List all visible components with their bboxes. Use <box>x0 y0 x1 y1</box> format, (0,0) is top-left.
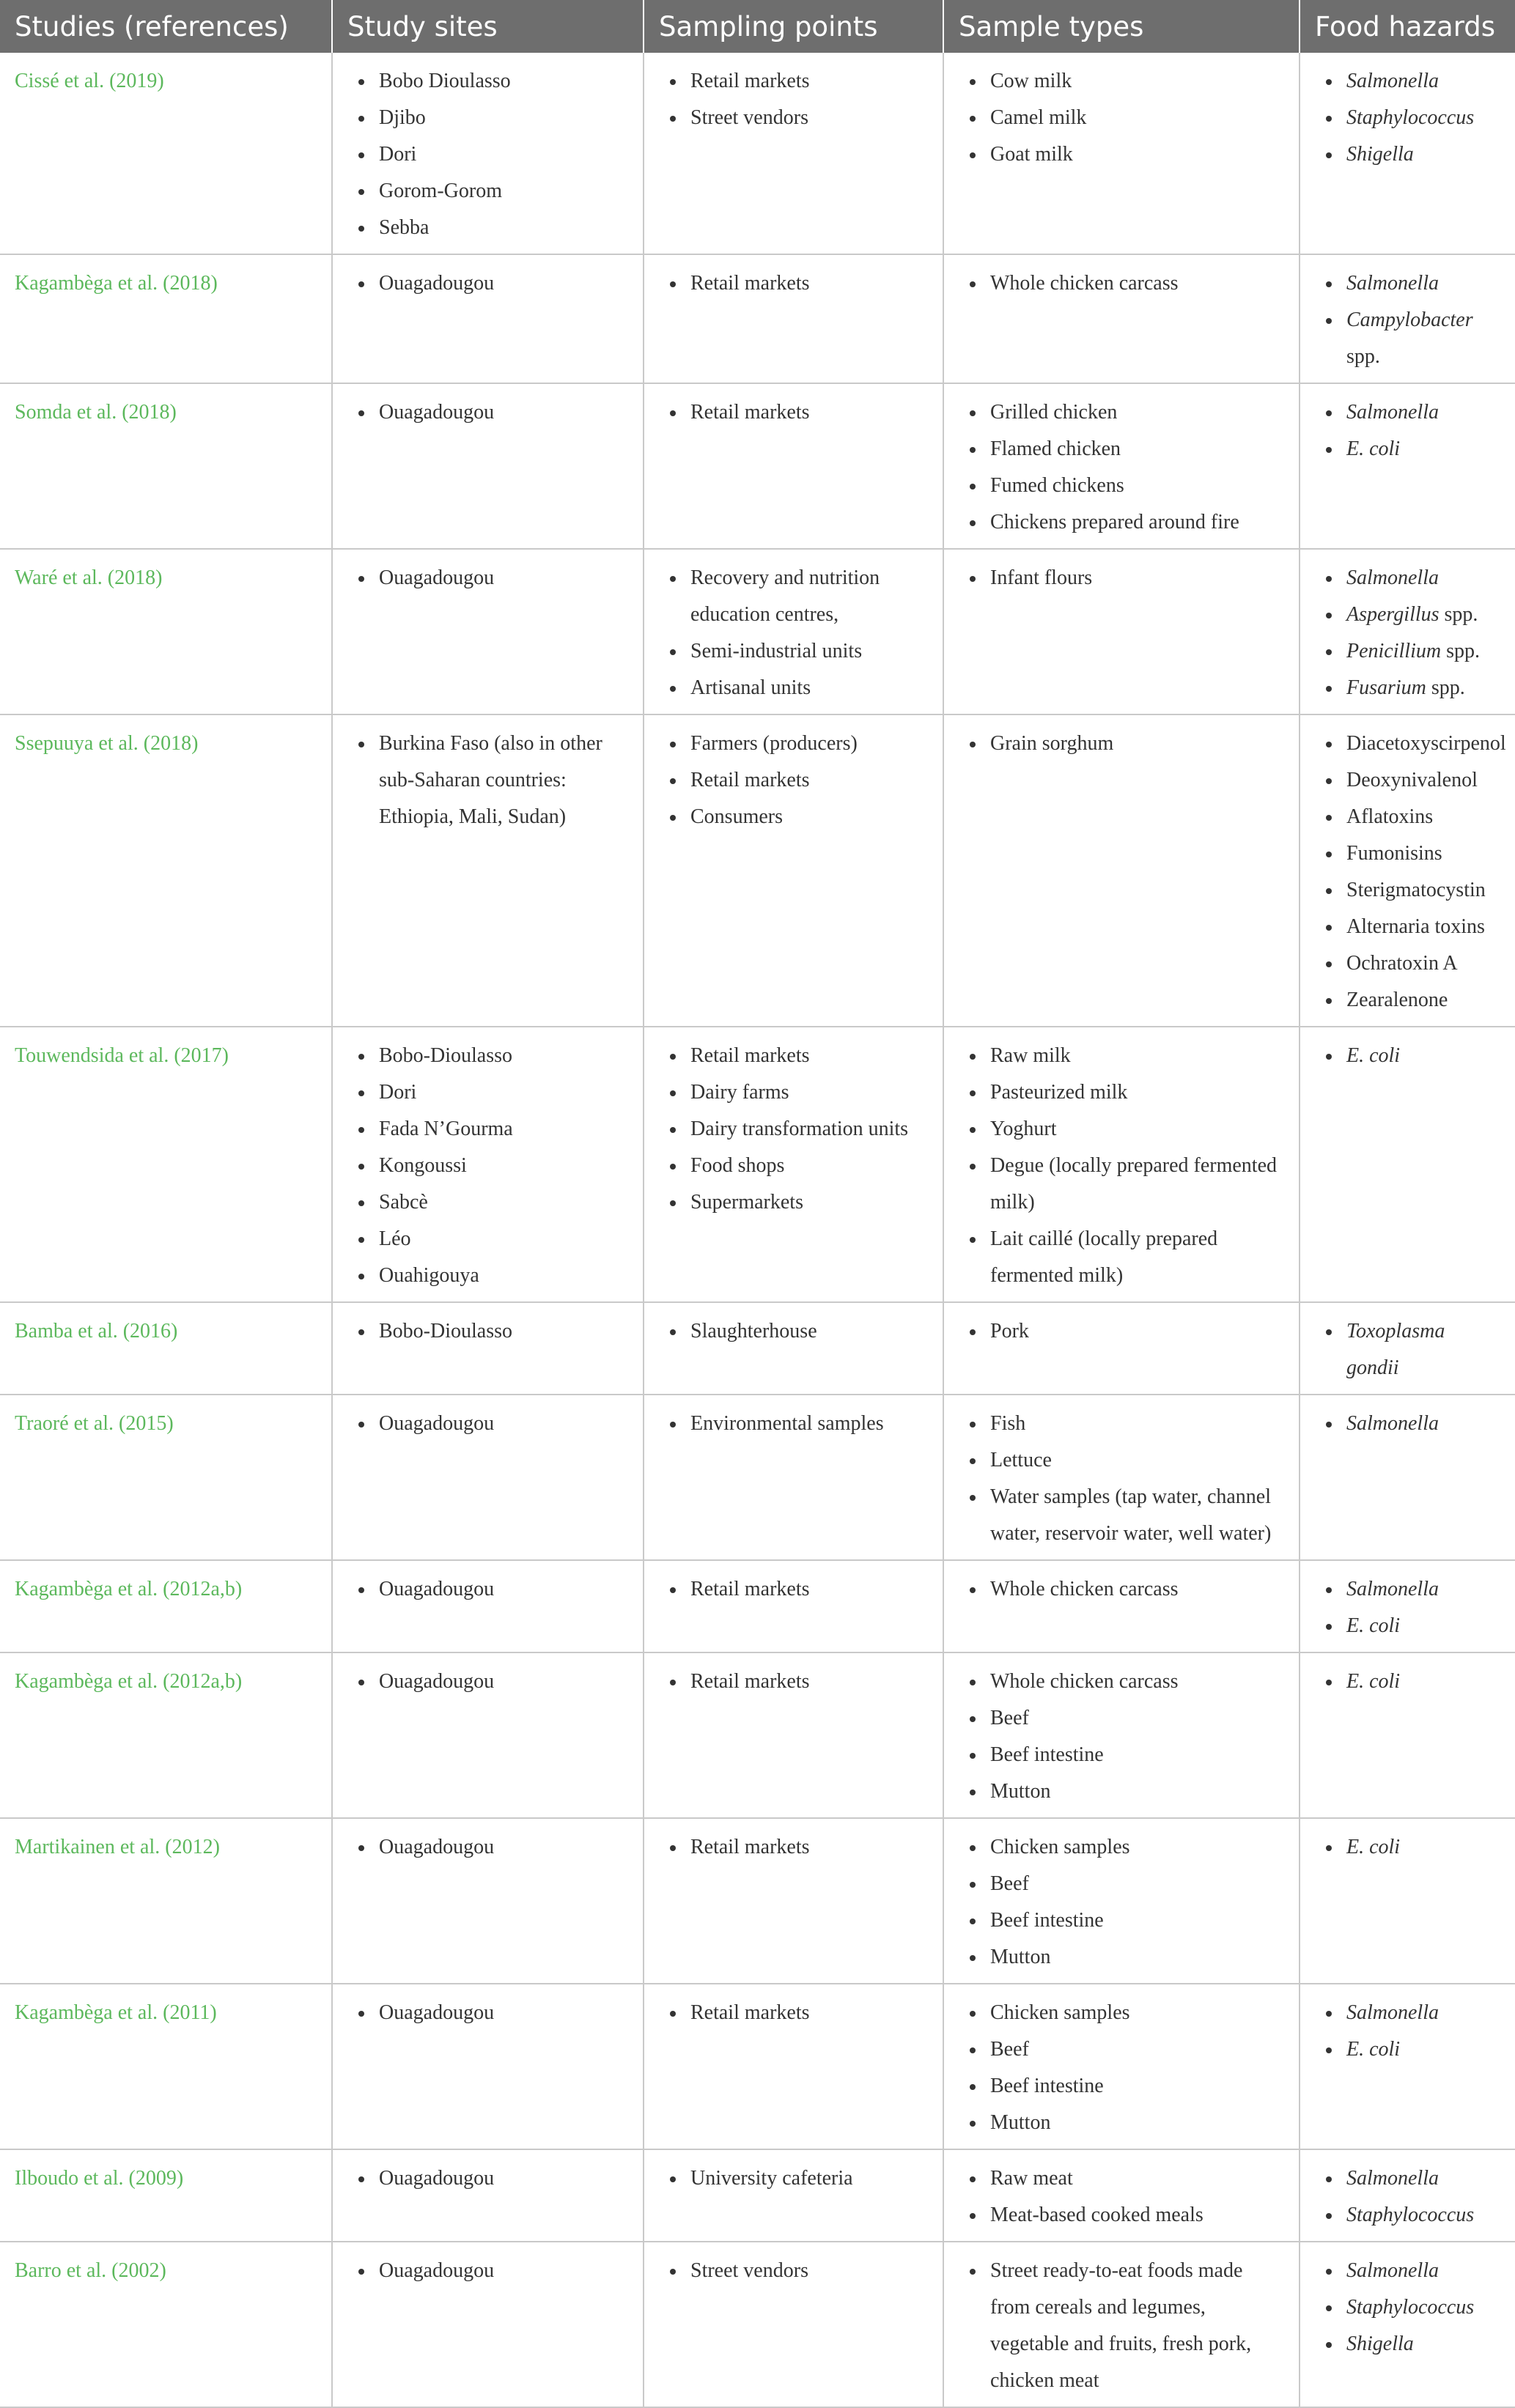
sampling-point-list <box>659 63 928 136</box>
sample-type-item: Beef <box>990 1700 1284 1737</box>
hazard-text: spp. <box>1426 676 1465 699</box>
food-hazard-list <box>1315 63 1500 173</box>
sampling-point-cell <box>644 549 943 714</box>
food-hazard-cell <box>1300 254 1515 383</box>
sample-type-item: Fumed chickens <box>990 468 1284 504</box>
food-hazard-list <box>1315 725 1506 1019</box>
study-site-item: Dori <box>379 136 628 173</box>
sample-type-cell <box>943 53 1300 254</box>
hazard-organism-name: E. coli <box>1346 437 1401 460</box>
table-body <box>0 53 1515 2407</box>
study-site-item: Sebba <box>379 210 628 246</box>
sampling-point-item: Retail markets <box>690 63 928 100</box>
food-hazard-list <box>1315 1038 1500 1074</box>
sample-type-item: Flamed chicken <box>990 431 1284 468</box>
hazard-text: Deoxynivalenol <box>1346 769 1478 791</box>
study-site-list <box>347 1571 628 1608</box>
hazard-organism-name: Staphylococcus <box>1346 2204 1475 2226</box>
food-hazard-item <box>1346 909 1500 945</box>
study-site-cell <box>332 254 644 383</box>
study-reference-link[interactable]: Kagambèga et al. (2012a,b) <box>0 1652 332 1818</box>
sample-type-item: Beef <box>990 2031 1284 2068</box>
sample-type-list <box>959 560 1284 597</box>
food-hazard-item <box>1346 1829 1500 1866</box>
food-hazard-cell <box>1300 1027 1515 1302</box>
study-site-list <box>347 2160 628 2197</box>
hazard-organism-name: Fusarium <box>1346 676 1426 699</box>
study-site-item: Léo <box>379 1221 628 1257</box>
study-site-item: Ouagadougou <box>379 1995 628 2031</box>
table-row <box>0 2149 1515 2242</box>
study-site-list <box>347 1829 628 1866</box>
sample-type-cell <box>943 549 1300 714</box>
sampling-point-item: Street vendors <box>690 100 928 136</box>
table-row <box>0 383 1515 549</box>
sampling-point-cell <box>644 1560 943 1652</box>
food-hazard-list <box>1315 1995 1500 2068</box>
sample-type-item: Beef intestine <box>990 1737 1284 1773</box>
sampling-point-cell <box>644 1984 943 2149</box>
sampling-point-item: Retail markets <box>690 1829 928 1866</box>
sample-type-list <box>959 1406 1284 1552</box>
study-site-cell <box>332 1302 644 1395</box>
table-row <box>0 1302 1515 1395</box>
sampling-point-list <box>659 1406 928 1442</box>
sampling-point-item: Retail markets <box>690 265 928 302</box>
sampling-point-item: Supermarkets <box>690 1184 928 1221</box>
table-row <box>0 254 1515 383</box>
hazard-organism-name: Aspergillus <box>1346 603 1440 626</box>
study-site-item: Ouagadougou <box>379 265 628 302</box>
food-hazard-item <box>1346 63 1500 100</box>
study-reference-link[interactable]: Kagambèga et al. (2012a,b) <box>0 1560 332 1652</box>
table-row <box>0 714 1515 1027</box>
sample-type-list <box>959 1829 1284 1976</box>
study-reference-link[interactable]: Somda et al. (2018) <box>0 383 332 549</box>
food-hazard-cell <box>1300 2242 1515 2407</box>
study-site-item: Ouagadougou <box>379 560 628 597</box>
study-reference-link[interactable]: Barro et al. (2002) <box>0 2242 332 2407</box>
sample-type-list <box>959 725 1284 762</box>
sample-type-cell <box>943 2242 1300 2407</box>
study-site-item: Bobo-Dioulasso <box>379 1313 628 1350</box>
study-site-item: Ouagadougou <box>379 1829 628 1866</box>
food-hazard-item <box>1346 100 1500 136</box>
sampling-point-cell <box>644 2242 943 2407</box>
sample-type-item: Pork <box>990 1313 1284 1350</box>
hazard-organism-name: Staphylococcus <box>1346 2296 1475 2319</box>
hazard-organism-name: Staphylococcus <box>1346 106 1475 129</box>
hazard-text: spp. <box>1346 345 1380 368</box>
sampling-point-list <box>659 725 928 835</box>
sampling-point-cell <box>644 383 943 549</box>
study-site-cell <box>332 549 644 714</box>
food-hazard-item <box>1346 2253 1500 2289</box>
food-hazard-cell <box>1300 2149 1515 2242</box>
study-site-item: Fada N’Gourma <box>379 1111 628 1148</box>
food-hazard-cell <box>1300 1302 1515 1395</box>
sample-type-item: Water samples (tap water, channel water, reservoir water, well water) <box>990 1479 1284 1552</box>
food-hazard-item <box>1346 982 1500 1019</box>
hazard-organism-name: Salmonella <box>1346 2259 1439 2282</box>
food-hazard-item <box>1346 1995 1500 2031</box>
hazard-organism-name: Shigella <box>1346 2333 1414 2355</box>
sample-type-item: Meat-based cooked meals <box>990 2197 1284 2234</box>
food-hazard-list <box>1315 2253 1500 2363</box>
study-site-list <box>347 265 628 302</box>
hazard-text: Fumonisins <box>1346 842 1442 865</box>
sample-type-list <box>959 63 1284 173</box>
study-reference-link[interactable]: Kagambèga et al. (2018) <box>0 254 332 383</box>
sampling-point-item: Slaughterhouse <box>690 1313 928 1350</box>
sampling-point-cell <box>644 1302 943 1395</box>
sample-type-list <box>959 1313 1284 1350</box>
food-hazard-cell <box>1300 549 1515 714</box>
hazard-text: Diacetoxyscirpenol <box>1346 732 1506 755</box>
sample-type-list <box>959 1995 1284 2141</box>
sample-type-item: Chicken samples <box>990 1829 1284 1866</box>
study-site-cell <box>332 2149 644 2242</box>
food-hazard-item <box>1346 302 1500 375</box>
study-site-item: Dori <box>379 1074 628 1111</box>
sample-type-cell <box>943 254 1300 383</box>
sample-type-cell <box>943 1818 1300 1984</box>
study-site-list <box>347 1663 628 1700</box>
hazard-organism-name: Salmonella <box>1346 272 1439 295</box>
study-reference-link[interactable]: Traoré et al. (2015) <box>0 1395 332 1560</box>
study-reference-link[interactable]: Kagambèga et al. (2011) <box>0 1984 332 2149</box>
sampling-point-list <box>659 2253 928 2289</box>
food-hazard-item <box>1346 633 1500 670</box>
study-site-item: Bobo-Dioulasso <box>379 1038 628 1074</box>
sampling-point-item: Retail markets <box>690 394 928 431</box>
food-hazard-cell <box>1300 1818 1515 1984</box>
food-hazard-item <box>1346 265 1500 302</box>
food-hazard-item <box>1346 136 1500 173</box>
sample-type-item: Grilled chicken <box>990 394 1284 431</box>
study-site-list <box>347 394 628 431</box>
sample-type-item: Beef intestine <box>990 1902 1284 1939</box>
table-row <box>0 549 1515 714</box>
sample-type-item: Mutton <box>990 2105 1284 2141</box>
header-study-sites: Study sites <box>332 0 644 53</box>
study-site-item: Kongoussi <box>379 1148 628 1184</box>
sample-type-list <box>959 394 1284 541</box>
sampling-point-item: Retail markets <box>690 1038 928 1074</box>
study-site-item: Sabcè <box>379 1184 628 1221</box>
hazard-organism-name: Penicillium <box>1346 640 1442 662</box>
study-reference-link[interactable]: Waré et al. (2018) <box>0 549 332 714</box>
sampling-point-item: Environmental samples <box>690 1406 928 1442</box>
sampling-point-cell <box>644 53 943 254</box>
study-site-list <box>347 1995 628 2031</box>
sample-type-item: Lettuce <box>990 1442 1284 1479</box>
study-site-list <box>347 560 628 597</box>
study-site-cell <box>332 1395 644 1560</box>
study-site-cell <box>332 714 644 1027</box>
food-hazard-item <box>1346 1038 1500 1074</box>
sample-type-item: Mutton <box>990 1939 1284 1976</box>
sampling-point-cell <box>644 254 943 383</box>
food-hazard-item <box>1346 2289 1500 2326</box>
study-site-cell <box>332 1652 644 1818</box>
hazard-text: Sterigmatocystin <box>1346 879 1486 901</box>
sampling-point-list <box>659 1571 928 1608</box>
food-hazard-item <box>1346 945 1500 982</box>
sample-type-list <box>959 1663 1284 1810</box>
sample-type-item: Camel milk <box>990 100 1284 136</box>
study-site-cell <box>332 1984 644 2149</box>
sample-type-item: Infant flours <box>990 560 1284 597</box>
food-hazard-list <box>1315 394 1500 468</box>
food-hazard-item <box>1346 2326 1500 2363</box>
hazard-organism-name: E. coli <box>1346 1044 1401 1067</box>
sample-type-list <box>959 1038 1284 1294</box>
table-row <box>0 1984 1515 2149</box>
food-hazard-item <box>1346 799 1500 835</box>
hazard-text: Aflatoxins <box>1346 805 1434 828</box>
food-hazard-item <box>1346 2160 1500 2197</box>
sample-type-item: Fish <box>990 1406 1284 1442</box>
sample-type-list <box>959 1571 1284 1608</box>
sample-type-item: Raw meat <box>990 2160 1284 2197</box>
study-site-list <box>347 1406 628 1442</box>
sampling-point-item: Retail markets <box>690 1571 928 1608</box>
hazard-organism-name: Salmonella <box>1346 1412 1439 1435</box>
study-site-item: Burkina Faso (also in other sub-Saharan countries: Ethiopia, Mali, Sudan) <box>379 725 628 835</box>
food-hazard-cell <box>1300 383 1515 549</box>
food-hazard-item <box>1346 2031 1500 2068</box>
sample-type-item: Whole chicken carcass <box>990 265 1284 302</box>
sample-type-cell <box>943 383 1300 549</box>
hazard-text: Alternaria toxins <box>1346 915 1485 938</box>
sample-type-cell <box>943 1984 1300 2149</box>
sample-type-item: Raw milk <box>990 1038 1284 1074</box>
food-hazard-cell <box>1300 1652 1515 1818</box>
food-hazard-item <box>1346 597 1500 633</box>
study-reference-link[interactable]: Martikainen et al. (2012) <box>0 1818 332 1984</box>
header-studies: Studies (references) <box>0 0 332 53</box>
sampling-point-cell <box>644 1395 943 1560</box>
hazard-organism-name: Salmonella <box>1346 566 1439 589</box>
sample-type-item: Pasteurized milk <box>990 1074 1284 1111</box>
hazard-organism-name: E. coli <box>1346 2038 1401 2061</box>
sampling-point-cell <box>644 2149 943 2242</box>
sampling-point-item: Artisanal units <box>690 670 928 706</box>
food-hazard-list <box>1315 1571 1500 1644</box>
study-site-item: Bobo Dioulasso <box>379 63 628 100</box>
food-hazard-item <box>1346 1406 1500 1442</box>
table-row <box>0 1818 1515 1984</box>
sample-type-cell <box>943 1302 1300 1395</box>
sampling-point-item: Retail markets <box>690 1995 928 2031</box>
food-hazard-item <box>1346 835 1500 872</box>
sample-type-cell <box>943 2149 1300 2242</box>
food-hazard-item <box>1346 2197 1500 2234</box>
table-row <box>0 1652 1515 1818</box>
hazard-organism-name: Toxoplasma gondii <box>1346 1320 1445 1379</box>
food-hazard-item <box>1346 431 1500 468</box>
sampling-point-list <box>659 1663 928 1700</box>
study-site-list <box>347 1313 628 1350</box>
header-food-hazards: Food hazards <box>1300 0 1515 53</box>
study-site-item: Ouagadougou <box>379 2253 628 2289</box>
food-hazard-list <box>1315 1829 1500 1866</box>
hazard-organism-name: E. coli <box>1346 1670 1401 1693</box>
food-hazard-item <box>1346 725 1506 762</box>
sampling-point-item: Consumers <box>690 799 928 835</box>
study-site-cell <box>332 1027 644 1302</box>
header-sampling-points: Sampling points <box>644 0 943 53</box>
sampling-point-item: Street vendors <box>690 2253 928 2289</box>
study-site-item: Ouagadougou <box>379 1406 628 1442</box>
sampling-point-item: Food shops <box>690 1148 928 1184</box>
sampling-point-item: Recovery and nutrition education centres, <box>690 560 928 633</box>
sampling-point-list <box>659 1995 928 2031</box>
sample-type-item: Chicken samples <box>990 1995 1284 2031</box>
food-hazard-item <box>1346 1571 1500 1608</box>
sample-type-list <box>959 265 1284 302</box>
sample-type-item: Cow milk <box>990 63 1284 100</box>
sampling-point-item: Retail markets <box>690 1663 928 1700</box>
hazard-organism-name: Campylobacter <box>1346 309 1473 331</box>
study-reference-link[interactable]: Ssepuuya et al. (2018) <box>0 714 332 1027</box>
food-hazard-cell <box>1300 1395 1515 1560</box>
sample-type-item: Whole chicken carcass <box>990 1663 1284 1700</box>
food-hazard-item <box>1346 670 1500 706</box>
food-hazard-cell <box>1300 53 1515 254</box>
study-site-list <box>347 1038 628 1294</box>
food-hazard-item <box>1346 762 1500 799</box>
sample-type-item: Beef intestine <box>990 2068 1284 2105</box>
food-hazard-cell <box>1300 1984 1515 2149</box>
table-row <box>0 1395 1515 1560</box>
hazard-organism-name: E. coli <box>1346 1614 1401 1637</box>
study-site-cell <box>332 1818 644 1984</box>
sampling-point-item: Semi-industrial units <box>690 633 928 670</box>
header-sample-types: Sample types <box>943 0 1300 53</box>
study-site-item: Ouagadougou <box>379 2160 628 2197</box>
food-hazard-list <box>1315 1663 1500 1700</box>
food-hazard-list <box>1315 1406 1500 1442</box>
food-hazard-list <box>1315 2160 1500 2234</box>
study-reference-link[interactable]: Ilboudo et al. (2009) <box>0 2149 332 2242</box>
sample-type-item: Whole chicken carcass <box>990 1571 1284 1608</box>
sampling-point-cell <box>644 1818 943 1984</box>
sampling-point-item: Dairy transformation units <box>690 1111 928 1148</box>
sampling-point-list <box>659 1313 928 1350</box>
hazard-text: spp. <box>1439 603 1478 626</box>
sample-type-list <box>959 2253 1284 2399</box>
table-row <box>0 53 1515 254</box>
sampling-point-list <box>659 560 928 706</box>
sampling-point-list <box>659 1829 928 1866</box>
table-row <box>0 2242 1515 2407</box>
sample-type-item: Mutton <box>990 1773 1284 1810</box>
food-hazard-item <box>1346 1663 1500 1700</box>
food-hazard-cell <box>1300 714 1515 1027</box>
study-site-list <box>347 63 628 246</box>
header-row <box>0 0 1515 53</box>
study-site-cell <box>332 53 644 254</box>
sample-type-item: Lait caillé (locally prepared fermented milk) <box>990 1221 1284 1294</box>
hazard-organism-name: Salmonella <box>1346 70 1439 92</box>
sampling-point-item: University cafeteria <box>690 2160 928 2197</box>
table-row <box>0 1560 1515 1652</box>
food-hazard-cell <box>1300 1560 1515 1652</box>
table-row <box>0 1027 1515 1302</box>
hazard-text: Zearalenone <box>1346 989 1448 1011</box>
sampling-point-cell <box>644 1652 943 1818</box>
sample-type-cell <box>943 1395 1300 1560</box>
sample-type-list <box>959 2160 1284 2234</box>
food-hazard-item <box>1346 1313 1500 1386</box>
food-hazard-item <box>1346 1608 1500 1644</box>
study-site-item: Gorom-Gorom <box>379 173 628 210</box>
study-site-item: Djibo <box>379 100 628 136</box>
sample-type-cell <box>943 1652 1300 1818</box>
hazard-organism-name: Salmonella <box>1346 1578 1439 1600</box>
food-hazard-list <box>1315 265 1500 375</box>
sampling-point-item: Dairy farms <box>690 1074 928 1111</box>
sample-type-item: Goat milk <box>990 136 1284 173</box>
study-reference-link[interactable]: Cissé et al. (2019) <box>0 53 332 254</box>
sampling-point-cell <box>644 1027 943 1302</box>
sampling-point-list <box>659 265 928 302</box>
sampling-point-cell <box>644 714 943 1027</box>
study-reference-link[interactable]: Touwendsida et al. (2017) <box>0 1027 332 1302</box>
food-hazard-item <box>1346 560 1500 597</box>
sample-type-cell <box>943 714 1300 1027</box>
hazard-organism-name: Salmonella <box>1346 401 1439 424</box>
study-reference-link[interactable]: Bamba et al. (2016) <box>0 1302 332 1395</box>
sample-type-item: Street ready-to-eat foods made from cereals and legumes, vegetable and fruits, fresh pork, chicken meat <box>990 2253 1284 2399</box>
hazard-organism-name: E. coli <box>1346 1836 1401 1858</box>
study-site-list <box>347 2253 628 2289</box>
sampling-point-item: Retail markets <box>690 762 928 799</box>
sample-type-item: Beef <box>990 1866 1284 1902</box>
study-site-cell <box>332 1560 644 1652</box>
food-hazard-list <box>1315 560 1500 706</box>
sampling-point-item: Farmers (producers) <box>690 725 928 762</box>
hazard-text: Ochratoxin A <box>1346 952 1458 975</box>
study-site-cell <box>332 2242 644 2407</box>
sample-type-item: Chickens prepared around fire <box>990 504 1284 541</box>
sample-type-cell <box>943 1560 1300 1652</box>
study-site-cell <box>332 383 644 549</box>
food-hazard-item <box>1346 394 1500 431</box>
hazard-organism-name: Salmonella <box>1346 2001 1439 2024</box>
hazard-organism-name: Salmonella <box>1346 2167 1439 2190</box>
sample-type-item: Yoghurt <box>990 1111 1284 1148</box>
sampling-point-list <box>659 394 928 431</box>
sample-type-cell <box>943 1027 1300 1302</box>
study-site-item: Ouagadougou <box>379 1571 628 1608</box>
sample-type-item: Degue (locally prepared fermented milk) <box>990 1148 1284 1221</box>
food-hazard-list <box>1315 1313 1500 1386</box>
sample-type-item: Grain sorghum <box>990 725 1284 762</box>
study-site-item: Ouagadougou <box>379 394 628 431</box>
food-hazard-item <box>1346 872 1500 909</box>
study-site-item: Ouahigouya <box>379 1257 628 1294</box>
hazard-text: spp. <box>1441 640 1480 662</box>
sampling-point-list <box>659 1038 928 1221</box>
study-site-list <box>347 725 628 835</box>
study-site-item: Ouagadougou <box>379 1663 628 1700</box>
sampling-point-list <box>659 2160 928 2197</box>
hazard-organism-name: Shigella <box>1346 143 1414 166</box>
